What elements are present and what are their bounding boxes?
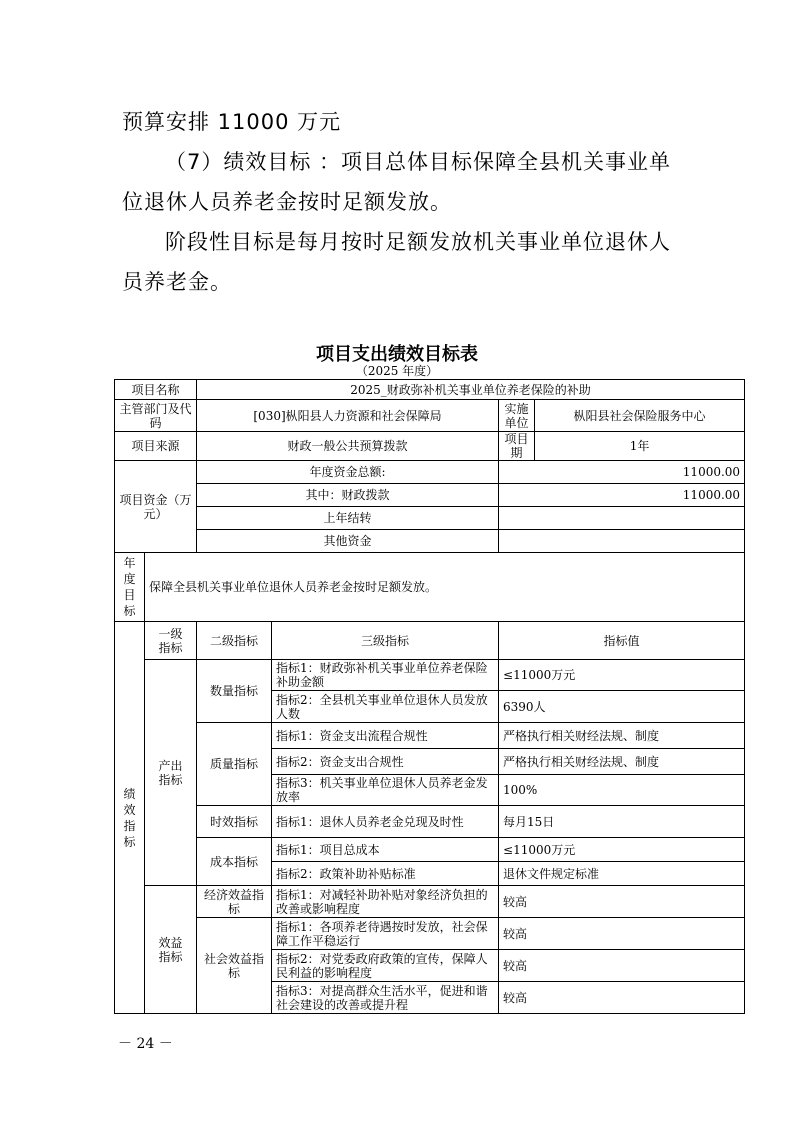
project-name: 2025_财政弥补机关事业单位养老保险的补助 — [197, 380, 745, 400]
period: 1年 — [535, 432, 745, 461]
indicator-value: 每月15日 — [499, 806, 745, 838]
quality-label: 质量指标 — [197, 723, 272, 806]
econ-label: 经济效益指标 — [197, 886, 272, 918]
annual-goal-label: 年度目标 — [115, 553, 145, 622]
indicator-value: 严格执行相关财经法规、制度 — [499, 723, 745, 749]
perf-label: 绩效指标 — [115, 622, 145, 1014]
body-line-5: 员养老金。 — [122, 270, 232, 294]
indicator-l3: 指标1：退休人员养老金兑现及时性 — [272, 806, 499, 838]
indicator-value: ≤11000万元 — [499, 838, 745, 862]
indicator-l3: 指标1：资金支出流程合规性 — [272, 723, 499, 749]
time-label: 时效指标 — [197, 806, 272, 838]
indicator-l3: 指标3：机关事业单位退休人员养老金发放率 — [272, 775, 499, 806]
dept-label: 主管部门及代码 — [115, 400, 197, 432]
body-line-1: 预算安排 11000 万元 — [122, 110, 342, 134]
fiscal-value: 11000.00 — [499, 484, 745, 507]
indicator-l3: 指标1：各项养老待遇按时发放，社会保障工作平稳运行 — [272, 918, 499, 950]
indicator-l3: 指标3：对提高群众生活水平，促进和谐社会建设的改善或提升程 — [272, 982, 499, 1014]
col-l2: 二级指标 — [197, 622, 272, 660]
benefit-label: 效益指标 — [145, 886, 197, 1014]
source-label: 项目来源 — [115, 432, 197, 461]
total-label: 年度资金总额: — [197, 461, 499, 484]
funds-label: 项目资金（万元） — [115, 461, 197, 553]
table-title: 项目支出绩效目标表 — [316, 344, 478, 365]
quantity-label: 数量指标 — [197, 660, 272, 723]
impl: 枞阳县社会保险服务中心 — [535, 400, 745, 432]
indicator-l3: 指标2：对党委政府政策的宣传，保障人民利益的影响程度 — [272, 950, 499, 982]
source: 财政一般公共预算拨款 — [197, 432, 499, 461]
output-label: 产出指标 — [145, 660, 197, 886]
cost-label: 成本指标 — [197, 838, 272, 886]
indicator-l3: 指标2：政策补助补贴标准 — [272, 862, 499, 886]
dept: [030]枞阳县人力资源和社会保障局 — [197, 400, 499, 432]
col-l1: 一级指标 — [145, 622, 197, 660]
carry-value — [499, 507, 745, 530]
period-label: 项目期 — [499, 432, 535, 461]
project-name-label: 项目名称 — [115, 380, 197, 400]
indicator-value: 100% — [499, 775, 745, 806]
annual-goal: 保障全县机关事业单位退休人员养老金按时足额发放。 — [145, 553, 745, 622]
other-label: 其他资金 — [197, 530, 499, 553]
social-label: 社会效益指标 — [197, 918, 272, 1014]
indicator-value: 退休文件规定标准 — [499, 862, 745, 886]
indicator-value: 较高 — [499, 886, 745, 918]
indicator-value: ≤11000万元 — [499, 660, 745, 691]
indicator-l3: 指标1：项目总成本 — [272, 838, 499, 862]
page-number: － 24 － — [118, 1036, 173, 1052]
carry-label: 上年结转 — [197, 507, 499, 530]
body-line-4: 阶段性目标是每月按时足额发放机关事业单位退休人 — [165, 230, 671, 254]
indicator-value: 较高 — [499, 982, 745, 1014]
impl-label: 实施单位 — [499, 400, 535, 432]
indicator-l3: 指标2：全县机关事业单位退休人员发放人数 — [272, 691, 499, 723]
indicator-value: 6390人 — [499, 691, 745, 723]
col-l3: 三级指标 — [272, 622, 499, 660]
indicator-value: 严格执行相关财经法规、制度 — [499, 749, 745, 775]
indicator-l3: 指标1：财政弥补机关事业单位养老保险补助金额 — [272, 660, 499, 691]
indicator-value: 较高 — [499, 918, 745, 950]
performance-table — [114, 379, 745, 1014]
body-line-3: 位退休人员养老金按时足额发放。 — [122, 190, 452, 214]
indicator-l3: 指标1：对减轻补助补贴对象经济负担的改善或影响程度 — [272, 886, 499, 918]
other-value — [499, 530, 745, 553]
indicator-l3: 指标2：资金支出合规性 — [272, 749, 499, 775]
col-value: 指标值 — [499, 622, 745, 660]
body-line-2: （7）绩效目标 ：项目总体目标保障全县机关事业单 — [165, 150, 672, 174]
indicator-value: 较高 — [499, 950, 745, 982]
table-subtitle: （2025 年度） — [355, 364, 439, 378]
fiscal-label: 其中：财政拨款 — [197, 484, 499, 507]
total-value: 11000.00 — [499, 461, 745, 484]
